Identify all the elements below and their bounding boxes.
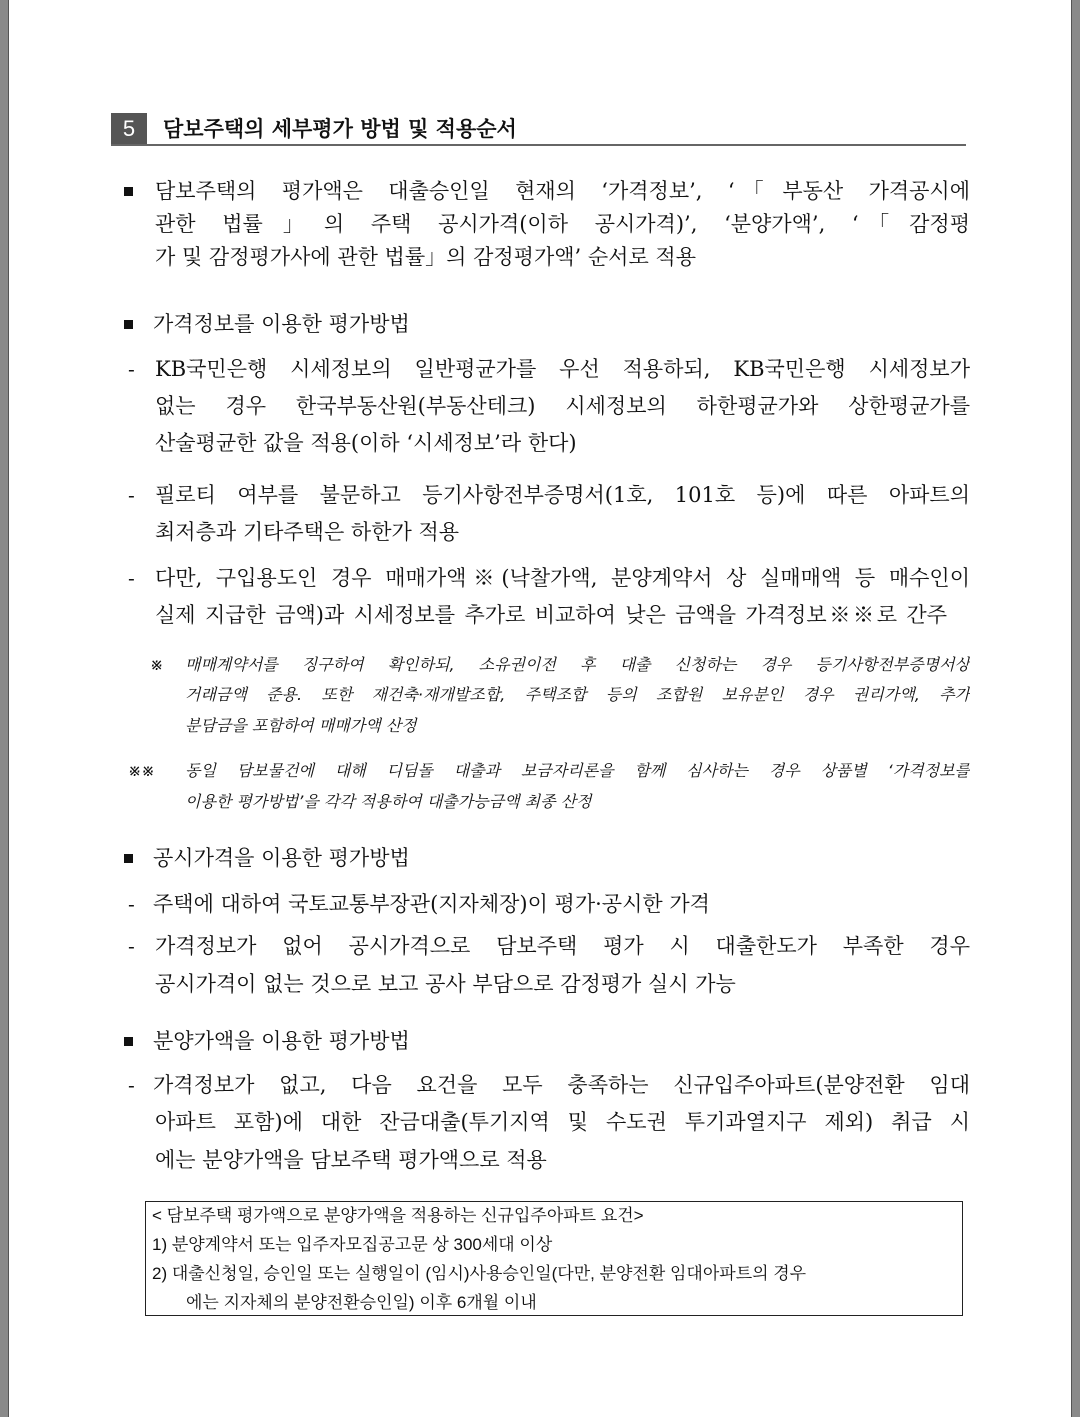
item-line: 에는 분양가액을 담보주택 평가액으로 적용 xyxy=(155,1148,547,1172)
intro-line: 담보주택의 평가액은 대출승인일 현재의 ‘가격정보’, ‘「부동산 가격공시에 xyxy=(155,179,970,203)
item-line: 아파트 포함)에 대한 잔금대출(투기지역 및 수도권 투기과열지구 제외) 취급 시 xyxy=(155,1110,970,1134)
heading-official-price: 공시가격을 이용한 평가방법 xyxy=(153,846,410,870)
box-line: 1) 분양계약서 또는 입주자모집공고문 상 300세대 이상 xyxy=(152,1235,553,1254)
note-mark: ※ xyxy=(150,655,164,674)
title-underline xyxy=(111,144,966,146)
intro-line: 가 및 감정평가사에 관한 법률」의 감정평가액’ 순서로 적용 xyxy=(155,245,696,269)
page-edge-right xyxy=(1071,0,1080,1417)
dash-marker: - xyxy=(128,566,135,590)
bullet-icon xyxy=(124,1037,133,1046)
heading-price-info: 가격정보를 이용한 평가방법 xyxy=(153,312,410,336)
dash-marker: - xyxy=(128,934,135,958)
note-line: 거래금액 준용. 또한 재건축·재개발조합, 주택조합 등의 조합원 보유분인 경우 권리가액, 추가 xyxy=(185,685,970,704)
box-line: 에는 지자체의 분양전환승인일) 이후 6개월 이내 xyxy=(186,1293,537,1312)
item-line: 없는 경우 한국부동산원(부동산테크) 시세정보의 하한평균가와 상한평균가를 xyxy=(155,394,970,418)
bullet-icon xyxy=(124,187,133,196)
item-line: 가격정보가 없어 공시가격으로 담보주택 평가 시 대출한도가 부족한 경우 xyxy=(155,934,970,958)
heading-sale-price: 분양가액을 이용한 평가방법 xyxy=(153,1029,410,1053)
note-line: 이용한 평가방법’을 각각 적용하여 대출가능금액 최종 산정 xyxy=(185,792,592,811)
note-line: 매매계약서를 징구하여 확인하되, 소유권이전 후 대출 신청하는 경우 등기사항전부증명서상 xyxy=(185,655,970,674)
item-line: 최저층과 기타주택은 하한가 적용 xyxy=(155,520,460,544)
requirements-box xyxy=(145,1201,963,1316)
section-title: 담보주택의 세부평가 방법 및 적용순서 xyxy=(163,117,517,141)
note-line: 동일 담보물건에 대해 디딤돌 대출과 보금자리론을 함께 심사하는 경우 상품별 ‘가격정보를 xyxy=(185,761,970,780)
item-line: 다만, 구입용도인 경우 매매가액※(낙찰가액, 분양계약서 상 실매매액 등 매수인이 xyxy=(155,566,970,590)
bullet-icon xyxy=(124,320,133,329)
item-line: 가격정보가 없고, 다음 요건을 모두 충족하는 신규입주아파트(분양전환 임대 xyxy=(153,1073,970,1097)
note-mark: ※※ xyxy=(128,761,155,780)
box-title: < 담보주택 평가액으로 분양가액을 적용하는 신규입주아파트 요건> xyxy=(152,1206,644,1225)
dash-marker: - xyxy=(128,483,135,507)
item-line: 산술평균한 값을 적용(이하 ‘시세정보’라 한다) xyxy=(155,431,577,455)
dash-marker: - xyxy=(128,357,135,381)
item-line: KB국민은행 시세정보의 일반평균가를 우선 적용하되, KB국민은행 시세정보가 xyxy=(155,357,970,381)
page-edge-left xyxy=(0,0,9,1417)
item-line: 실제 지급한 금액)과 시세정보를 추가로 비교하여 낮은 금액을 가격정보※※로 간주 xyxy=(155,603,947,627)
box-line: 2) 대출신청일, 승인일 또는 실행일이 (임시)사용승인일(다만, 분양전환 임대아파트의 경우 xyxy=(152,1264,807,1283)
dash-marker: - xyxy=(128,1073,135,1097)
bullet-icon xyxy=(124,854,133,863)
intro-line: 관한 법률」의 주택 공시가격(이하 공시가격)’, ‘분양가액’, ‘「감정평 xyxy=(155,212,970,236)
item-line: 필로티 여부를 불문하고 등기사항전부증명서(1호, 101호 등)에 따른 아파트의 xyxy=(155,483,970,507)
item-line: 주택에 대하여 국토교통부장관(지자체장)이 평가·공시한 가격 xyxy=(153,892,710,916)
item-line: 공시가격이 없는 것으로 보고 공사 부담으로 감정평가 실시 가능 xyxy=(155,972,736,996)
note-line: 분담금을 포함하여 매매가액 산정 xyxy=(185,716,417,735)
section-number: 5 xyxy=(111,113,147,145)
dash-marker: - xyxy=(128,892,135,916)
